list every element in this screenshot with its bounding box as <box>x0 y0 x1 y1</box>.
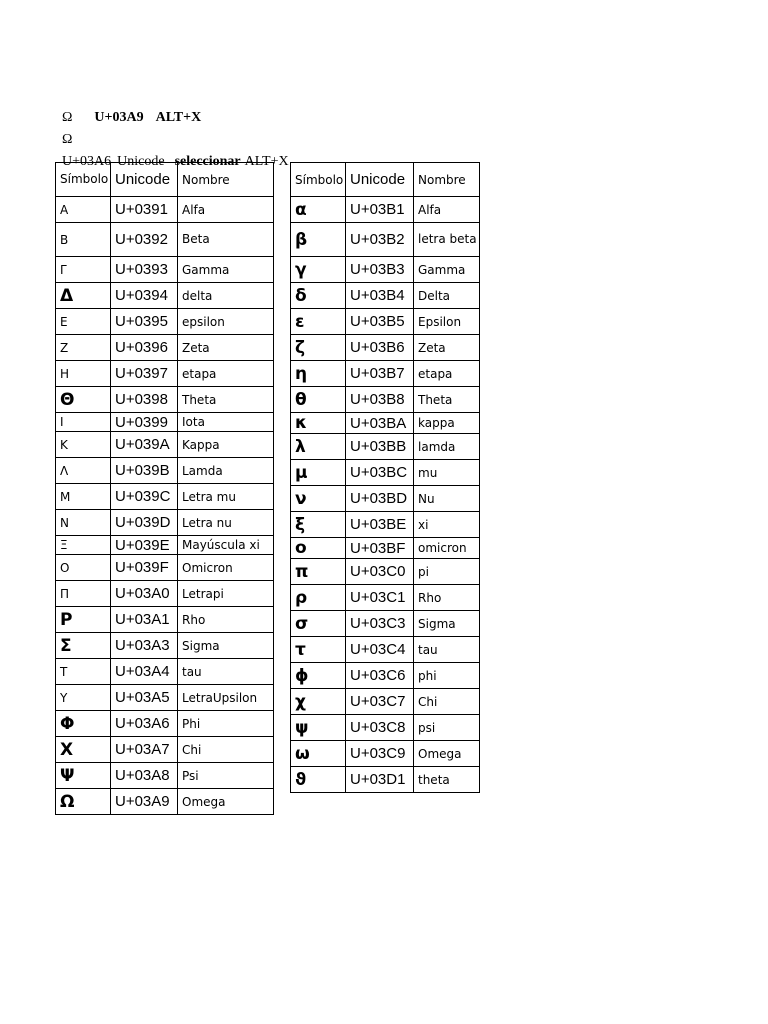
unicode-code: U+03B3 <box>346 257 414 283</box>
letter-name: Kappa <box>178 432 274 458</box>
unicode-code: U+03BA <box>346 413 414 434</box>
letter-name: Delta <box>414 283 480 309</box>
letter-symbol: Ο <box>56 555 111 581</box>
table-row <box>291 486 480 512</box>
table-row <box>56 536 274 555</box>
letter-symbol: Ψ <box>56 763 111 789</box>
letter-symbol: τ <box>291 637 346 663</box>
letter-name: Gamma <box>178 257 274 283</box>
unicode-code: U+03BD <box>346 486 414 512</box>
letter-symbol: θ <box>291 387 346 413</box>
letter-name: Sigma <box>414 611 480 637</box>
letter-symbol: ο <box>291 538 346 559</box>
header-phi-code: U+03A6 <box>62 154 112 169</box>
letter-name: tau <box>178 659 274 685</box>
letter-name: Beta <box>178 223 274 257</box>
letter-name: delta <box>178 283 274 309</box>
letter-name: phi <box>414 663 480 689</box>
table-row <box>56 607 274 633</box>
unicode-code: U+03B1 <box>346 197 414 223</box>
letter-symbol: ψ <box>291 715 346 741</box>
unicode-code: U+03BC <box>346 460 414 486</box>
table-row <box>291 413 480 434</box>
lowercase-table-body <box>291 163 480 793</box>
table-row <box>56 763 274 789</box>
letter-name: theta <box>414 767 480 793</box>
letter-symbol: Β <box>56 223 111 257</box>
letter-name: lamda <box>414 434 480 460</box>
table-row <box>56 309 274 335</box>
table-row <box>56 432 274 458</box>
unicode-code: U+03A5 <box>111 685 178 711</box>
letter-name: Zeta <box>414 335 480 361</box>
letter-name: Letra mu <box>178 484 274 510</box>
table-row <box>56 711 274 737</box>
table-row <box>291 611 480 637</box>
table-row <box>56 387 274 413</box>
letter-name: Epsilon <box>414 309 480 335</box>
table-row <box>291 538 480 559</box>
letter-name: LetraUpsilon <box>178 685 274 711</box>
letter-name: kappa <box>414 413 480 434</box>
letter-symbol: Χ <box>56 737 111 763</box>
header-omega-code: U+03A9 <box>94 110 144 125</box>
letter-name: Chi <box>414 689 480 715</box>
letter-name: mu <box>414 460 480 486</box>
table-row <box>56 581 274 607</box>
table-row <box>291 663 480 689</box>
header-omega-symbol-2: Ω <box>62 132 73 147</box>
letter-symbol: Η <box>56 361 111 387</box>
letter-name: Lamda <box>178 458 274 484</box>
unicode-code: U+0392 <box>111 223 178 257</box>
table-row <box>291 361 480 387</box>
letter-name: Phi <box>178 711 274 737</box>
letter-symbol: Ζ <box>56 335 111 361</box>
letter-name: etapa <box>414 361 480 387</box>
header-unicode: Unicode <box>346 163 414 197</box>
letter-name: pi <box>414 559 480 585</box>
unicode-code: U+03BF <box>346 538 414 559</box>
unicode-code: U+03B8 <box>346 387 414 413</box>
table-row <box>291 460 480 486</box>
unicode-code: U+03B7 <box>346 361 414 387</box>
header-name: Nombre <box>414 163 480 197</box>
table-row <box>56 555 274 581</box>
letter-name: Letra nu <box>178 510 274 536</box>
unicode-code: U+03B2 <box>346 223 414 257</box>
unicode-code: U+0394 <box>111 283 178 309</box>
unicode-code: U+03B6 <box>346 335 414 361</box>
header-line-1 <box>55 94 201 126</box>
letter-symbol: δ <box>291 283 346 309</box>
table-header-row <box>56 163 274 197</box>
letter-name: Theta <box>414 387 480 413</box>
table-row <box>56 737 274 763</box>
letter-symbol: Υ <box>56 685 111 711</box>
letter-symbol: Α <box>56 197 111 223</box>
unicode-code: U+03B5 <box>346 309 414 335</box>
letter-name: letra beta <box>414 223 480 257</box>
letter-symbol: Ρ <box>56 607 111 633</box>
letter-symbol: Σ <box>56 633 111 659</box>
table-row <box>291 559 480 585</box>
unicode-code: U+03D1 <box>346 767 414 793</box>
letter-symbol: Ε <box>56 309 111 335</box>
table-row <box>56 458 274 484</box>
letter-name: tau <box>414 637 480 663</box>
letter-symbol: Ν <box>56 510 111 536</box>
unicode-code: U+039F <box>111 555 178 581</box>
unicode-code: U+03BB <box>346 434 414 460</box>
table-row <box>56 223 274 257</box>
letter-name: Iota <box>178 413 274 432</box>
table-row <box>291 637 480 663</box>
table-row <box>291 689 480 715</box>
letter-name: Omega <box>414 741 480 767</box>
letter-symbol: Φ <box>56 711 111 737</box>
letter-name: Omega <box>178 789 274 815</box>
table-row <box>56 335 274 361</box>
table-row <box>56 413 274 432</box>
unicode-code: U+03A8 <box>111 763 178 789</box>
letter-symbol: π <box>291 559 346 585</box>
letter-symbol: κ <box>291 413 346 434</box>
letter-symbol: γ <box>291 257 346 283</box>
table-row <box>291 309 480 335</box>
letter-symbol: Π <box>56 581 111 607</box>
letter-name: Zeta <box>178 335 274 361</box>
letter-name: psi <box>414 715 480 741</box>
unicode-code: U+03A1 <box>111 607 178 633</box>
letter-symbol: ρ <box>291 585 346 611</box>
unicode-code: U+03C8 <box>346 715 414 741</box>
unicode-code: U+0397 <box>111 361 178 387</box>
unicode-code: U+0398 <box>111 387 178 413</box>
header-shortcut: ALT+X <box>155 110 202 125</box>
unicode-code: U+039A <box>111 432 178 458</box>
letter-name: Chi <box>178 737 274 763</box>
letter-name: etapa <box>178 361 274 387</box>
letter-symbol: η <box>291 361 346 387</box>
letter-symbol: Ξ <box>56 536 111 555</box>
unicode-code: U+0395 <box>111 309 178 335</box>
letter-symbol: Γ <box>56 257 111 283</box>
table-row <box>291 434 480 460</box>
letter-name: Sigma <box>178 633 274 659</box>
table-row <box>291 715 480 741</box>
unicode-code: U+0399 <box>111 413 178 432</box>
header-select-label: seleccionar <box>174 154 241 169</box>
table-row <box>56 283 274 309</box>
letter-name: omicron <box>414 538 480 559</box>
header-name: Nombre <box>178 163 274 197</box>
table-row <box>56 789 274 815</box>
unicode-code: U+03A3 <box>111 633 178 659</box>
letter-symbol: λ <box>291 434 346 460</box>
letter-name: Psi <box>178 763 274 789</box>
table-row <box>56 484 274 510</box>
table-row <box>291 335 480 361</box>
letter-symbol: ξ <box>291 512 346 538</box>
unicode-code: U+03C7 <box>346 689 414 715</box>
table-row <box>56 659 274 685</box>
unicode-code: U+03C4 <box>346 637 414 663</box>
table-row <box>291 512 480 538</box>
letter-name: Alfa <box>178 197 274 223</box>
uppercase-table-body <box>56 163 274 815</box>
unicode-code: U+039E <box>111 536 178 555</box>
lowercase-table <box>290 162 480 793</box>
table-row <box>291 257 480 283</box>
table-row <box>291 585 480 611</box>
table-row <box>56 361 274 387</box>
header-shortcut-2: ALT+X <box>244 154 289 169</box>
letter-symbol: ε <box>291 309 346 335</box>
letter-symbol: ζ <box>291 335 346 361</box>
table-row <box>56 685 274 711</box>
unicode-code: U+03A6 <box>111 711 178 737</box>
letter-name: Letrapi <box>178 581 274 607</box>
unicode-code: U+03B4 <box>346 283 414 309</box>
letter-symbol: Λ <box>56 458 111 484</box>
uppercase-table <box>55 162 274 815</box>
unicode-code: U+03A9 <box>111 789 178 815</box>
table-row <box>56 257 274 283</box>
unicode-code: U+03A7 <box>111 737 178 763</box>
letter-name: Omicron <box>178 555 274 581</box>
letter-symbol: μ <box>291 460 346 486</box>
letter-name: Rho <box>178 607 274 633</box>
table-row <box>56 510 274 536</box>
header-unicode-label: Unicode <box>117 154 165 169</box>
letter-symbol: ϑ <box>291 767 346 793</box>
letter-symbol: ω <box>291 741 346 767</box>
header-omega-symbol: Ω <box>62 110 73 125</box>
letter-name: Rho <box>414 585 480 611</box>
table-header-row <box>291 163 480 197</box>
unicode-code: U+0393 <box>111 257 178 283</box>
table-row <box>56 633 274 659</box>
unicode-code: U+039D <box>111 510 178 536</box>
unicode-code: U+0396 <box>111 335 178 361</box>
letter-name: Nu <box>414 486 480 512</box>
letter-symbol: Δ <box>56 283 111 309</box>
letter-symbol: Θ <box>56 387 111 413</box>
letter-symbol: Μ <box>56 484 111 510</box>
letter-name: Gamma <box>414 257 480 283</box>
table-row <box>291 283 480 309</box>
unicode-code: U+039C <box>111 484 178 510</box>
header-symbol: Símbolo <box>291 163 346 197</box>
table-row <box>291 387 480 413</box>
table-row <box>291 767 480 793</box>
table-row <box>291 197 480 223</box>
unicode-code: U+0391 <box>111 197 178 223</box>
letter-name: Theta <box>178 387 274 413</box>
letter-symbol: Κ <box>56 432 111 458</box>
letter-symbol: α <box>291 197 346 223</box>
letter-symbol: ν <box>291 486 346 512</box>
unicode-code: U+03A4 <box>111 659 178 685</box>
letter-symbol: σ <box>291 611 346 637</box>
letter-symbol: Τ <box>56 659 111 685</box>
letter-symbol: Ω <box>56 789 111 815</box>
letter-symbol: χ <box>291 689 346 715</box>
unicode-code: U+03A0 <box>111 581 178 607</box>
table-row <box>56 197 274 223</box>
unicode-code: U+03C9 <box>346 741 414 767</box>
unicode-code: U+03C6 <box>346 663 414 689</box>
header-symbol: Símbolo <box>56 163 111 197</box>
unicode-code: U+03C3 <box>346 611 414 637</box>
header-unicode: Unicode <box>111 163 178 197</box>
unicode-code: U+03C0 <box>346 559 414 585</box>
table-row <box>291 223 480 257</box>
letter-name: Mayúscula xi <box>178 536 274 555</box>
letter-symbol: Ι <box>56 413 111 432</box>
unicode-code: U+039B <box>111 458 178 484</box>
unicode-code: U+03BE <box>346 512 414 538</box>
unicode-code: U+03C1 <box>346 585 414 611</box>
letter-symbol: ϕ <box>291 663 346 689</box>
table-row <box>291 741 480 767</box>
letter-name: xi <box>414 512 480 538</box>
letter-symbol: β <box>291 223 346 257</box>
letter-name: Alfa <box>414 197 480 223</box>
letter-name: epsilon <box>178 309 274 335</box>
